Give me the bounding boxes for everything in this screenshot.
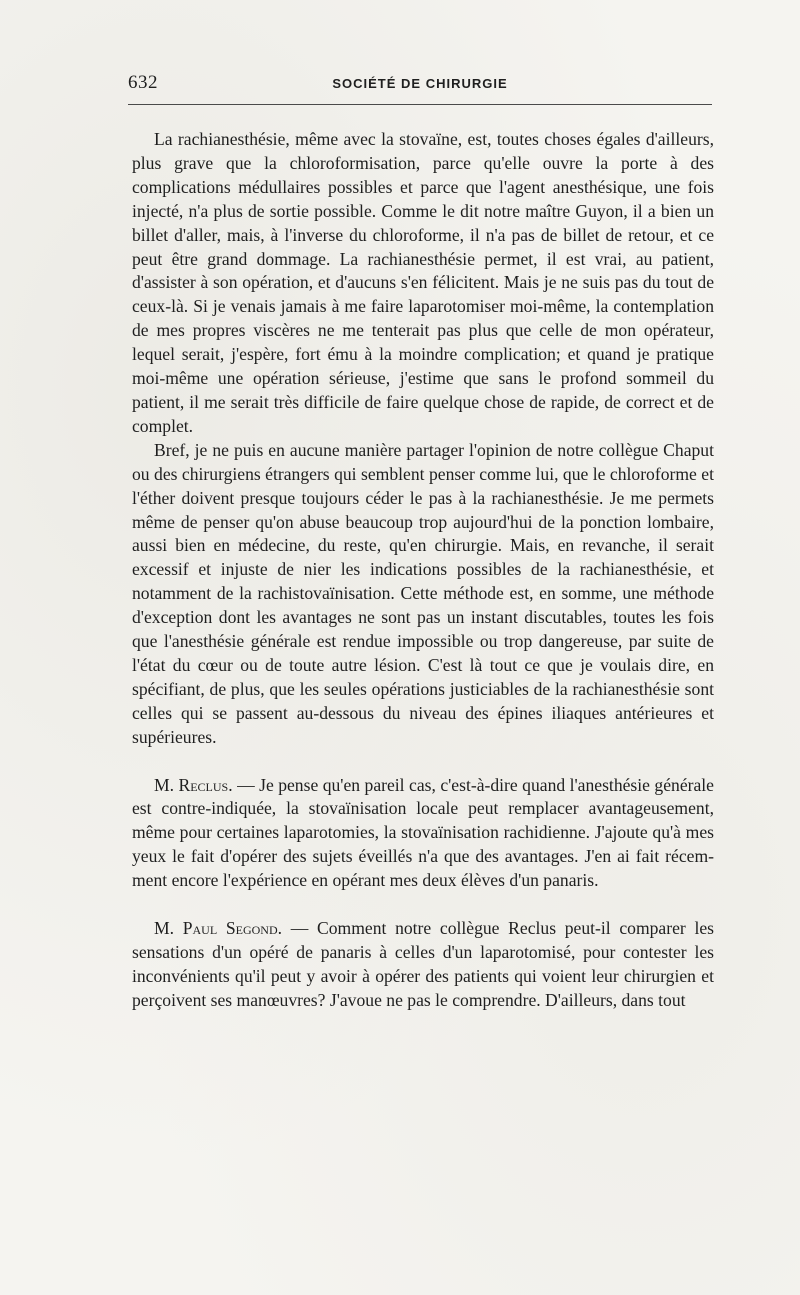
paragraph-bref: Bref, je ne puis en aucune manière partager l'opinion de notre collègue Chaput ou des chirurgiens étrangers qui semblent penser comme lui, que le chloroforme et l'éther doivent presque toujours céder le pas à la rachianesthésie. Je me permets même de penser qu'on abuse beaucoup trop aujourd'hui de la ponction lombaire, aussi bien en médecine, du reste, qu'en chirurgie. Mais, en revanche, il serait excessif et injuste de nier les indications possibles de la rachianesthésie, et notamment de la rachistovaïnisation. Cette méthode est, en somme, une méthode d'exception dont les avantages ne sont pas un instant discutables, toutes les fois que l'anesthésie générale est rendue impossible ou trop dangereuse, par suite de l'état du cœur ou de toute autre lésion. C'est là tout ce que je voulais dire, en spécifiant, de plus, que les seules opérations justiciables de la rachianesthésie sont celles qui se passent au-dessous du niveau des épines iliaques antérieures et supérieures. (132, 439, 714, 747)
body-text (132, 128, 714, 1013)
page-number: 632 (128, 72, 158, 93)
paragraph-reclus (132, 774, 714, 894)
speaker-segond: M. Paul Segond. (154, 918, 283, 939)
segond-remark: — Comment notre collègue Reclus peut-il comparer les sensations d'un opéré de panaris à celles d'un laparotomisé, pour contester les inconvénients qu'il peut y avoir à opérer des patients qui voient leur chirurgien et perçoivent ses manœuvres? J'avoue ne pas le comprendre. D'ailleurs, dans tout (132, 918, 714, 1010)
journal-title: SOCIÉTÉ DE CHIRURGIE (332, 76, 508, 91)
reclus-remark: — Je pense qu'en pareil cas, c'est-à-dire quand l'anesthésie générale est contre-indiquée, la stovaïnisation locale peut remplacer avantageusement, même pour certaines laparotomies, la stovaïnisation rachidienne. J'ajoute qu'à mes yeux le fait d'opérer des sujets éveillés n'a que des avantages. J'en ai fait récemment encore l'expérience en opérant mes deux élèves d'un panaris. (132, 774, 714, 891)
speaker-reclus: M. Reclus. (154, 774, 233, 795)
running-head (128, 66, 712, 105)
paragraph-segond (132, 917, 714, 1013)
paragraph-rachianesthesie: La rachianesthésie, même avec la stovaïne, est, toutes choses égales d'ailleurs, plus grave que la chloroformisation, parce qu'elle ouvre la porte à des complications médullaires possibles et parce que l'agent anesthésique, une fois injecté, n'a plus de sortie possible. Comme le dit notre maître Guyon, il a bien un billet d'aller, mais, à l'inverse du chloroforme, il n'a pas de billet de retour, et ce peut être grand dommage. La rachianesthésie permet, il est vrai, au patient, d'assister à son opération, et d'aucuns s'en félicitent. Mais je ne suis pas du tout de ceux-là. Si je venais jamais à me faire laparotomiser moi-même, la contemplation de mes propres viscères ne me tenterait pas plus que celle de mon opérateur, lequel serait, j'espère, fort ému à la moindre complication; et quand je pratique moi-même une opération sérieuse, j'estime que sans le profond sommeil du patient, il me serait très difficile de faire quelque chose de rapide, de correct et de complet. (132, 129, 714, 436)
